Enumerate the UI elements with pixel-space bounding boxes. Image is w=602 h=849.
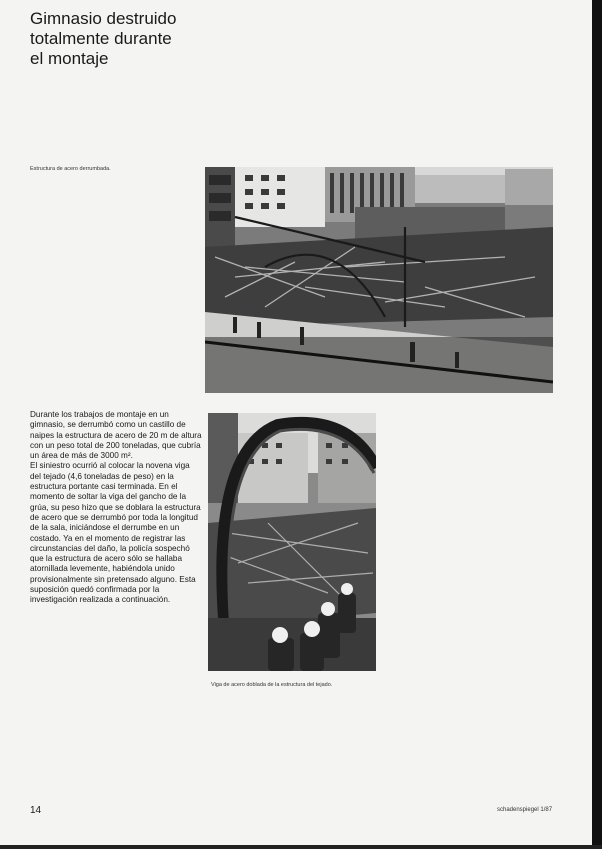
journal-issue: schadenspiegel 1/87	[497, 807, 553, 813]
title-line-2: totalmente durante	[30, 29, 172, 48]
photo-collapsed-structure-image	[205, 167, 553, 393]
scan-edge-bottom	[0, 845, 602, 849]
title-line-1: Gimnasio destruido	[30, 9, 177, 28]
photo-bent-roof-beam-image	[208, 413, 376, 671]
photo-bent-roof-beam	[208, 413, 376, 671]
title-line-3: el montaje	[30, 49, 109, 68]
article-title	[30, 9, 230, 69]
page-number: 14	[30, 805, 42, 816]
scan-edge-right	[592, 0, 602, 849]
photo-caption-collapsed-structure: Estructura de acero derrumbada.	[30, 166, 111, 172]
photo-caption-bent-beam: Viga de acero doblada de la estructura del tejado.	[211, 682, 333, 688]
body-paragraph-1: Durante los trabajos de montaje en un gimnasio, se derrumbó como un castillo de naipes la estructura de acero de 20 m de altura con un peso total de 200 toneladas, que cubría un área de más de 3000 m².	[30, 410, 202, 461]
article-body	[30, 410, 202, 606]
body-paragraph-2: El siniestro ocurrió al colocar la novena viga del tejado (4,6 toneladas de peso) en la estructura portante casi terminada. En el momento de soltar la viga del gancho de la grúa, su peso hizo que se doblara la estructura de acero que se derrumbó por toda la longitud de la sala, iniciándose el derrumbe en un costado. Ya en el momento de registrar las circunstancias del daño, la policía sospechó que la estructura de acero sólo se hallaba atornillada levemente, habiéndola unido provisionalmente sin pretensado alguno. Esta suposición quedó confirmada por la investigación realizada a continuación.	[30, 461, 201, 605]
photo-collapsed-structure	[205, 167, 553, 393]
